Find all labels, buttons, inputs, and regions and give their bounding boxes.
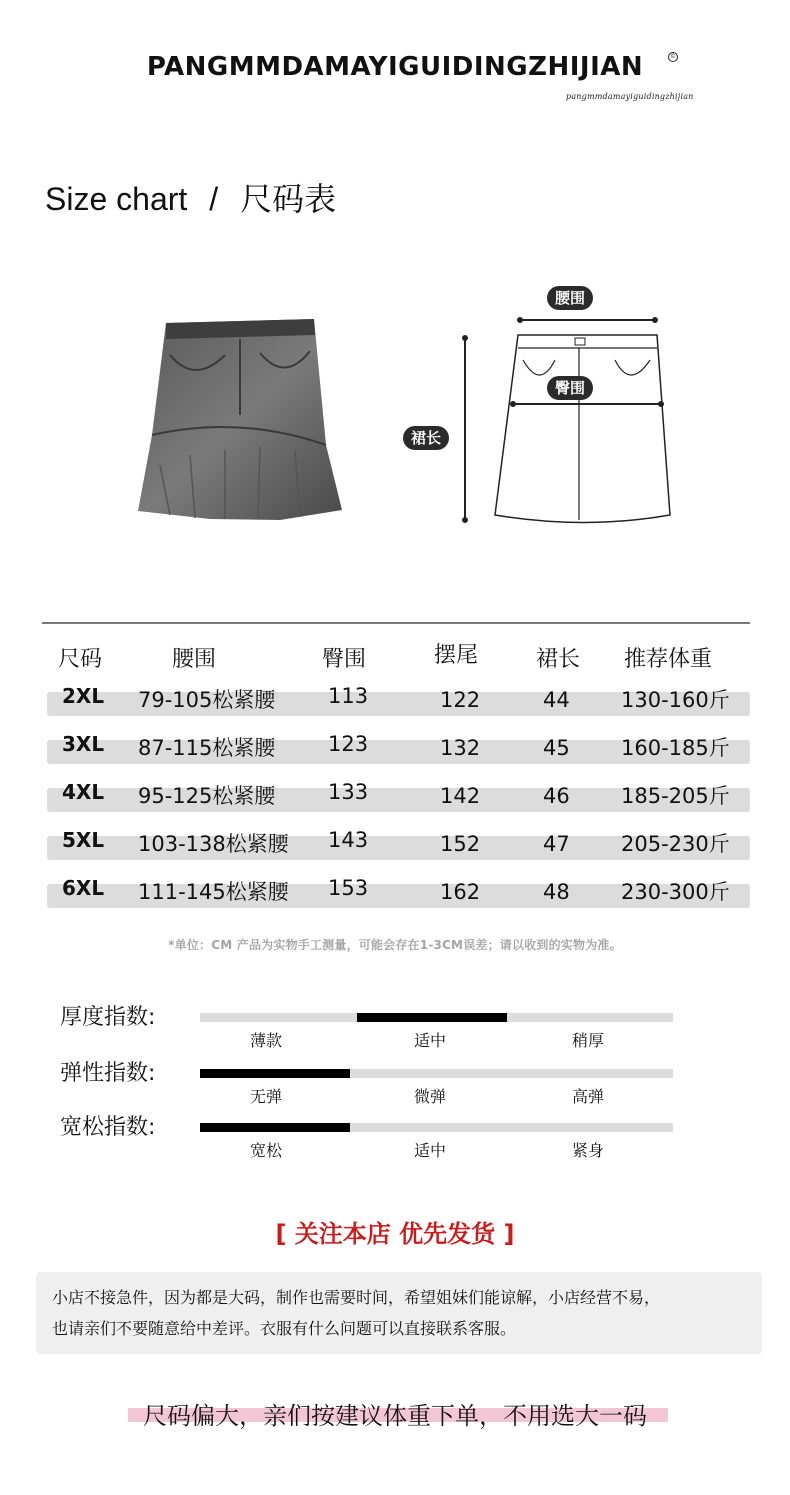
brand-name: PANGMMDAMAYIGUIDINGZHIJIAN [146, 52, 644, 82]
cell-hem: 142 [440, 784, 481, 808]
header-hem: 摆尾 [434, 643, 479, 668]
copyright-icon: © [670, 53, 676, 60]
looseness-index-label: 宽松指数: [60, 1115, 156, 1140]
cell-length: 45 [543, 736, 570, 760]
cell-size: 2XL [62, 684, 105, 708]
waist-label: 腰围 [547, 286, 593, 310]
thickness-index-track [200, 1013, 673, 1022]
skirt-photo [130, 315, 370, 525]
hip-label: 臀围 [547, 376, 593, 400]
title-en: Size chart [45, 181, 188, 217]
notice-line-2: 也请亲们不要随意给中差评。衣服有什么问题可以直接联系客服。 [52, 1319, 517, 1338]
header-size: 尺码 [58, 647, 103, 672]
cell-weight: 130-160斤 [621, 688, 730, 712]
cell-waist: 111-145松紧腰 [138, 880, 289, 904]
cell-hip: 123 [328, 732, 369, 756]
cell-hem: 152 [440, 832, 481, 856]
thickness-option: 适中 [414, 1031, 447, 1050]
bottom-note: 尺码偏大，亲们按建议体重下单，不用选大一码 [143, 1402, 647, 1430]
cell-size: 5XL [62, 828, 105, 852]
header-length: 裙长 [536, 647, 581, 672]
cell-size: 3XL [62, 732, 105, 756]
thickness-index-label: 厚度指数: [60, 1005, 156, 1030]
cell-weight: 205-230斤 [621, 832, 730, 856]
cell-hem: 162 [440, 880, 481, 904]
title-cn: 尺码表 [240, 181, 337, 217]
cell-waist: 103-138松紧腰 [138, 832, 289, 856]
elasticity-index-fill [200, 1069, 350, 1078]
cell-hip: 153 [328, 876, 369, 900]
cell-hip: 133 [328, 780, 369, 804]
looseness-option: 宽松 [250, 1141, 283, 1160]
elasticity-option: 无弹 [250, 1087, 283, 1106]
thickness-index-fill [357, 1013, 507, 1022]
thickness-option: 稍厚 [572, 1031, 605, 1050]
header-waist: 腰围 [172, 647, 217, 672]
looseness-option: 适中 [414, 1141, 447, 1160]
cell-weight: 160-185斤 [621, 736, 730, 760]
page-title [45, 174, 336, 220]
cell-length: 46 [543, 784, 570, 808]
elasticity-index-track [200, 1069, 673, 1078]
cell-hip: 143 [328, 828, 369, 852]
cell-waist: 79-105松紧腰 [138, 688, 276, 712]
elasticity-option: 微弹 [414, 1087, 447, 1106]
cell-weight: 230-300斤 [621, 880, 730, 904]
cell-hem: 122 [440, 688, 481, 712]
cell-length: 47 [543, 832, 570, 856]
looseness-option: 紧身 [572, 1141, 605, 1160]
table-top-rule [42, 622, 750, 624]
header-weight: 推荐体重 [624, 647, 713, 672]
cell-length: 44 [543, 688, 570, 712]
cell-size: 4XL [62, 780, 105, 804]
cell-waist: 87-115松紧腰 [138, 736, 276, 760]
cell-size: 6XL [62, 876, 105, 900]
measurement-note: *单位：CM 产品为实物手工测量，可能会存在1-3CM误差；请以收到的实物为准。 [168, 938, 622, 952]
elasticity-index-label: 弹性指数: [60, 1061, 156, 1086]
measurement-diagram [395, 280, 695, 540]
skirt-outline [395, 280, 695, 540]
notice-line-1: 小店不接急件，因为都是大码，制作也需要时间，希望姐妹们能谅解，小店经营不易， [52, 1288, 661, 1307]
length-label: 裙长 [403, 426, 449, 450]
elasticity-option: 高弹 [572, 1087, 605, 1106]
brand-signature: pangmmdamayiguidingzhijian [566, 92, 694, 101]
looseness-index-fill [200, 1123, 350, 1132]
thickness-option: 薄款 [250, 1031, 283, 1050]
promo-banner: [ 关注本店 优先发货 ] [275, 1220, 515, 1248]
header-hip: 臀围 [322, 647, 367, 672]
looseness-index-track [200, 1123, 673, 1132]
cell-waist: 95-125松紧腰 [138, 784, 276, 808]
cell-weight: 185-205斤 [621, 784, 730, 808]
cell-hem: 132 [440, 736, 481, 760]
cell-length: 48 [543, 880, 570, 904]
cell-hip: 113 [328, 684, 369, 708]
title-separator: / [209, 181, 219, 217]
